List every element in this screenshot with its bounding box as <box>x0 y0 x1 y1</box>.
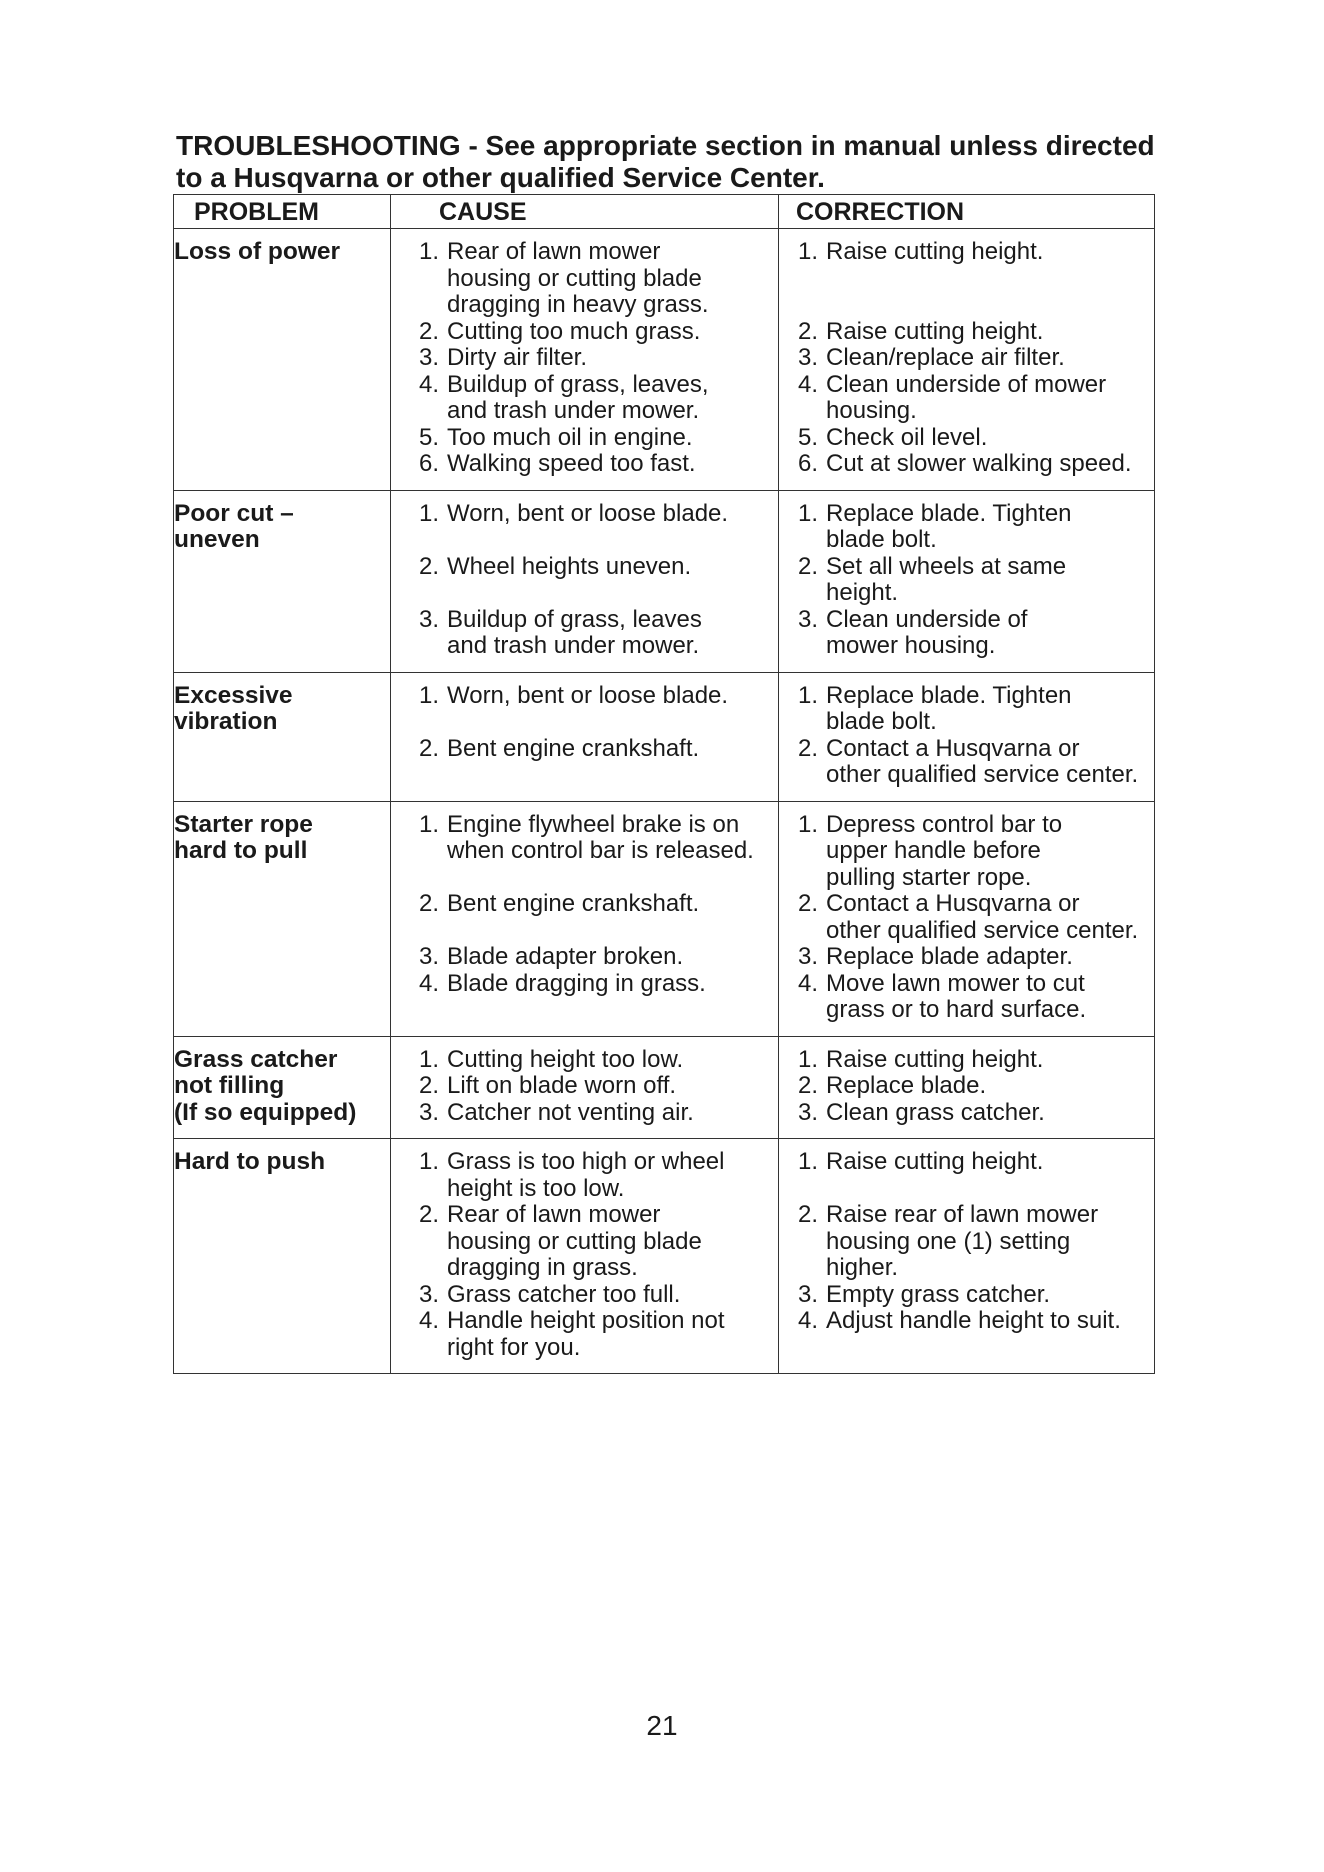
item-text <box>447 319 776 346</box>
spacer <box>391 527 776 554</box>
item-number: 1. <box>797 1148 818 1175</box>
item-text-line: Buildup of grass, leaves, <box>447 370 709 398</box>
cause-item <box>391 425 776 452</box>
item-number: 1. <box>797 499 818 527</box>
item-number: 3. <box>797 605 818 633</box>
spacer <box>779 266 1152 293</box>
correction-item <box>779 425 1152 452</box>
cause-item <box>391 1308 776 1361</box>
item-number: 2. <box>418 317 439 345</box>
item-text-line: higher. <box>826 1254 899 1281</box>
item-text-line: Clean/replace air filter. <box>826 344 1065 371</box>
item-text-line: Clean grass catcher. <box>826 1098 1045 1126</box>
cause-cell <box>391 801 779 1036</box>
item-text <box>826 319 1152 346</box>
correction-item <box>779 683 1152 736</box>
correction-item <box>779 812 1152 892</box>
item-text <box>447 1282 776 1309</box>
item-number: 3. <box>418 943 439 970</box>
item-text <box>447 1202 776 1282</box>
item-text <box>447 736 776 763</box>
item-number: 1. <box>797 681 818 709</box>
item-text-line: Raise cutting height. <box>826 1148 1044 1175</box>
cause-item <box>391 1047 776 1074</box>
item-text-line: mower housing. <box>826 632 996 659</box>
item-text-line: other qualified service center. <box>826 761 1139 788</box>
item-text <box>826 1149 1152 1176</box>
problem-cell <box>174 672 391 801</box>
item-number: 2. <box>418 1072 439 1099</box>
item-text-line: Raise rear of lawn mower <box>826 1201 1099 1228</box>
problem-label: Poor cut – <box>174 499 294 527</box>
item-text <box>447 372 776 425</box>
cause-item <box>391 239 776 319</box>
item-text-line: housing or cutting blade <box>447 1227 702 1255</box>
item-text <box>826 944 1152 971</box>
item-text <box>447 891 776 918</box>
troubleshooting-table <box>173 194 1155 1374</box>
header-correction: CORRECTION <box>779 195 1155 229</box>
item-text-line: Grass is too high or wheel <box>447 1148 725 1175</box>
cause-cell <box>391 1139 779 1374</box>
table-row <box>174 1036 1155 1139</box>
item-text-line: Catcher not venting air. <box>447 1098 694 1126</box>
item-number: 1. <box>797 238 818 265</box>
cause-item <box>391 1149 776 1202</box>
cause-item <box>391 1202 776 1282</box>
item-text-line: Raise cutting height. <box>826 1045 1044 1073</box>
item-number: 3. <box>418 344 439 371</box>
item-text <box>447 451 776 478</box>
cause-item <box>391 1100 776 1127</box>
item-text-line: Check oil level. <box>826 423 988 451</box>
item-text-line: right for you. <box>447 1333 581 1361</box>
item-number: 4. <box>418 1307 439 1334</box>
correction-item <box>779 372 1152 425</box>
item-text <box>447 944 776 971</box>
spacer <box>391 709 776 736</box>
item-text-line: grass or to hard surface. <box>826 996 1087 1023</box>
item-text <box>447 971 776 998</box>
item-text <box>826 451 1152 478</box>
item-text <box>826 1073 1152 1100</box>
correction-item <box>779 554 1152 607</box>
item-text <box>826 501 1152 554</box>
item-text <box>826 1047 1152 1074</box>
item-text-line: Cut at slower walking speed. <box>826 450 1132 477</box>
correction-item <box>779 607 1152 660</box>
cause-cell <box>391 672 779 801</box>
item-number: 6. <box>797 450 818 477</box>
item-text <box>447 425 776 452</box>
item-text-line: Rear of lawn mower <box>447 1201 661 1228</box>
problem-label: (If so equipped) <box>174 1098 357 1126</box>
spacer <box>779 1176 1152 1203</box>
item-text-line: Replace blade. Tighten <box>826 681 1072 709</box>
correction-cell <box>779 1036 1155 1139</box>
item-text-line: and trash under mower. <box>447 632 700 659</box>
item-text-line: Raise cutting height. <box>826 317 1044 345</box>
item-text <box>826 971 1152 1024</box>
item-number: 2. <box>797 317 818 345</box>
item-text-line: blade bolt. <box>826 708 937 735</box>
correction-item <box>779 944 1152 971</box>
item-text <box>447 554 776 581</box>
item-text <box>826 607 1152 660</box>
correction-item <box>779 239 1152 266</box>
item-text <box>447 1047 776 1074</box>
problem-label: vibration <box>174 708 278 735</box>
item-number: 1. <box>418 1148 439 1175</box>
item-text <box>447 1073 776 1100</box>
item-text-line: Clean underside of <box>826 605 1028 633</box>
table-row <box>174 672 1155 801</box>
table-row <box>174 229 1155 491</box>
correction-item <box>779 1073 1152 1100</box>
item-text-line: Dirty air filter. <box>447 344 588 371</box>
item-text <box>447 1308 776 1361</box>
problem-label: Grass catcher <box>174 1045 338 1073</box>
cause-item <box>391 891 776 918</box>
table-row <box>174 801 1155 1036</box>
cause-cell <box>391 490 779 672</box>
cause-item <box>391 319 776 346</box>
item-number: 4. <box>418 370 439 398</box>
item-number: 3. <box>418 605 439 633</box>
item-text <box>826 812 1152 892</box>
cause-item <box>391 736 776 763</box>
item-text-line: Rear of lawn mower <box>447 238 661 265</box>
item-number: 2. <box>418 552 439 580</box>
item-number: 2. <box>418 1201 439 1228</box>
item-text <box>447 239 776 319</box>
item-text-line: Depress control bar to <box>826 810 1063 838</box>
item-text-line: Wheel heights uneven. <box>447 552 692 580</box>
page-title <box>176 130 1176 194</box>
problem-label: not filling <box>174 1072 285 1099</box>
item-text-line: Walking speed too fast. <box>447 450 696 477</box>
cause-item <box>391 607 776 660</box>
item-text <box>447 683 776 710</box>
correction-cell <box>779 672 1155 801</box>
item-text-line: Raise cutting height. <box>826 238 1044 265</box>
correction-item <box>779 319 1152 346</box>
item-number: 1. <box>797 1045 818 1073</box>
item-number: 6. <box>418 450 439 477</box>
table-row <box>174 490 1155 672</box>
correction-item <box>779 501 1152 554</box>
item-text-line: blade bolt. <box>826 526 937 553</box>
item-text-line: Bent engine crankshaft. <box>447 890 700 917</box>
item-text-line: Replace blade adapter. <box>826 943 1073 970</box>
item-text-line: Move lawn mower to cut <box>826 969 1085 997</box>
header-problem: PROBLEM <box>174 195 391 229</box>
correction-item <box>779 345 1152 372</box>
cause-cell <box>391 229 779 491</box>
cause-item <box>391 1282 776 1309</box>
item-text <box>447 345 776 372</box>
item-text-line: housing one (1) setting <box>826 1227 1071 1255</box>
item-text-line: and trash under mower. <box>447 397 700 424</box>
item-number: 1. <box>418 1045 439 1073</box>
problem-cell <box>174 229 391 491</box>
problem-label: Starter rope <box>174 810 313 838</box>
correction-cell <box>779 1139 1155 1374</box>
cause-item <box>391 683 776 710</box>
cause-item <box>391 554 776 581</box>
cause-item <box>391 1073 776 1100</box>
item-number: 1. <box>418 238 439 265</box>
item-number: 5. <box>418 423 439 451</box>
item-text-line: Replace blade. <box>826 1072 987 1099</box>
item-text <box>447 1149 776 1202</box>
item-number: 4. <box>797 1307 818 1334</box>
item-text-line: Adjust handle height to suit. <box>826 1307 1121 1334</box>
header-cause: CAUSE <box>391 195 779 229</box>
cause-item <box>391 971 776 998</box>
correction-cell <box>779 229 1155 491</box>
cause-item <box>391 372 776 425</box>
item-number: 3. <box>797 1098 818 1126</box>
item-text-line: housing. <box>826 397 917 424</box>
correction-item <box>779 1282 1152 1309</box>
item-text-line: Set all wheels at same <box>826 552 1067 580</box>
item-number: 4. <box>797 969 818 997</box>
item-number: 1. <box>418 499 439 527</box>
item-text-line: Worn, bent or loose blade. <box>447 499 729 527</box>
item-number: 3. <box>797 943 818 970</box>
item-number: 2. <box>797 890 818 917</box>
item-text <box>447 812 776 865</box>
correction-item <box>779 451 1152 478</box>
cause-cell <box>391 1036 779 1139</box>
problem-label: Loss of power <box>174 238 341 265</box>
item-text-line: Replace blade. Tighten <box>826 499 1072 527</box>
item-text-line: Blade dragging in grass. <box>447 969 706 997</box>
item-text-line: Lift on blade worn off. <box>447 1072 677 1099</box>
item-text-line: Contact a Husqvarna or <box>826 734 1080 762</box>
correction-item <box>779 1047 1152 1074</box>
correction-item <box>779 1100 1152 1127</box>
item-text <box>826 425 1152 452</box>
item-number: 2. <box>797 1201 818 1228</box>
correction-item <box>779 891 1152 944</box>
correction-item <box>779 736 1152 789</box>
item-text-line: Contact a Husqvarna or <box>826 890 1080 917</box>
title-line-2: to a Husqvarna or other qualified Service Center. <box>176 162 825 193</box>
item-text <box>826 1308 1152 1335</box>
item-text-line: Clean underside of mower <box>826 370 1107 398</box>
item-number: 2. <box>797 734 818 762</box>
problem-label: Excessive <box>174 681 293 709</box>
item-text-line: height is too low. <box>447 1174 625 1202</box>
item-text-line: Handle height position not <box>447 1307 725 1334</box>
item-text <box>826 1202 1152 1282</box>
item-text-line: Cutting too much grass. <box>447 317 701 345</box>
problem-label: uneven <box>174 526 260 553</box>
item-text <box>826 1282 1152 1309</box>
item-text-line: Buildup of grass, leaves <box>447 605 702 633</box>
item-number: 1. <box>418 810 439 838</box>
item-text-line: Empty grass catcher. <box>826 1280 1051 1308</box>
title-line-1: TROUBLESHOOTING - See appropriate section in manual unless directed <box>176 130 1155 161</box>
item-number: 3. <box>418 1280 439 1308</box>
item-number: 3. <box>418 1098 439 1126</box>
item-text <box>826 1100 1152 1127</box>
cause-item <box>391 944 776 971</box>
item-text <box>826 683 1152 736</box>
spacer <box>391 918 776 945</box>
table-header-row <box>174 195 1155 229</box>
item-text-line: dragging in heavy grass. <box>447 291 709 318</box>
table-row <box>174 1139 1155 1374</box>
cause-item <box>391 451 776 478</box>
item-text-line: Blade adapter broken. <box>447 943 684 970</box>
spacer <box>779 292 1152 319</box>
spacer <box>391 580 776 607</box>
item-text-line: height. <box>826 579 899 606</box>
correction-item <box>779 1149 1152 1176</box>
item-text-line: other qualified service center. <box>826 916 1139 944</box>
item-number: 2. <box>797 552 818 580</box>
item-text-line: Bent engine crankshaft. <box>447 734 700 762</box>
item-text <box>826 736 1152 789</box>
item-text-line: pulling starter rope. <box>826 863 1032 891</box>
item-text-line: Too much oil in engine. <box>447 423 693 451</box>
item-number: 3. <box>797 1280 818 1308</box>
spacer <box>391 865 776 892</box>
item-number: 4. <box>418 969 439 997</box>
problem-cell <box>174 1036 391 1139</box>
problem-cell <box>174 1139 391 1374</box>
correction-cell <box>779 490 1155 672</box>
item-text-line: dragging in grass. <box>447 1254 638 1281</box>
item-text-line: housing or cutting blade <box>447 264 702 292</box>
item-text <box>447 607 776 660</box>
item-text-line: Worn, bent or loose blade. <box>447 681 729 709</box>
correction-item <box>779 1202 1152 1282</box>
correction-item <box>779 971 1152 1024</box>
item-number: 2. <box>797 1072 818 1099</box>
item-text <box>447 1100 776 1127</box>
item-text-line: Engine flywheel brake is on <box>447 810 740 838</box>
correction-cell <box>779 801 1155 1036</box>
item-text <box>826 345 1152 372</box>
problem-label: Hard to push <box>174 1148 326 1175</box>
cause-item <box>391 345 776 372</box>
item-text <box>826 891 1152 944</box>
problem-cell <box>174 490 391 672</box>
item-text-line: Cutting height too low. <box>447 1045 684 1073</box>
page-number: 21 <box>646 1710 678 1741</box>
problem-label: hard to pull <box>174 837 308 864</box>
item-number: 1. <box>797 810 818 838</box>
item-text-line: Grass catcher too full. <box>447 1280 681 1308</box>
item-text <box>826 372 1152 425</box>
item-text <box>826 554 1152 607</box>
correction-item <box>779 1308 1152 1335</box>
item-number: 4. <box>797 370 818 398</box>
item-text <box>826 239 1152 266</box>
cause-item <box>391 501 776 528</box>
item-text-line: upper handle before <box>826 837 1041 864</box>
item-number: 5. <box>797 423 818 451</box>
table-body <box>174 229 1155 1374</box>
item-number: 2. <box>418 890 439 917</box>
item-number: 2. <box>418 734 439 762</box>
item-text <box>447 501 776 528</box>
cause-item <box>391 812 776 865</box>
item-text-line: when control bar is released. <box>447 837 754 864</box>
item-number: 1. <box>418 681 439 709</box>
problem-cell <box>174 801 391 1036</box>
item-number: 3. <box>797 344 818 371</box>
